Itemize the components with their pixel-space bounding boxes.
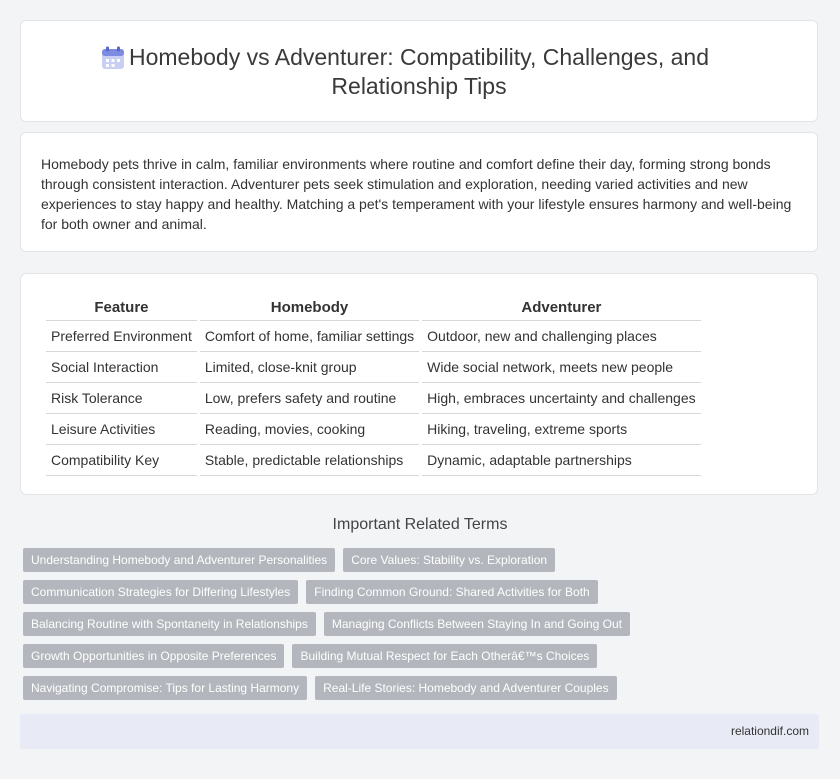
table-header-row [46, 296, 701, 321]
table-row [46, 352, 701, 383]
table-cell: Comfort of home, familiar settings [200, 321, 419, 352]
related-term-tag[interactable]: Core Values: Stability vs. Exploration [343, 548, 555, 572]
table-cell: Preferred Environment [46, 321, 197, 352]
table-cell: Reading, movies, cooking [200, 414, 419, 445]
table-row [46, 321, 701, 352]
related-term-tag[interactable]: Communication Strategies for Differing Lifestyles [23, 580, 298, 604]
table-cell: Limited, close-knit group [200, 352, 419, 383]
related-term-tag[interactable]: Understanding Homebody and Adventurer Personalities [23, 548, 335, 572]
footer-bar [20, 714, 819, 749]
table-cell: Low, prefers safety and routine [200, 383, 419, 414]
table-cell: Wide social network, meets new people [422, 352, 701, 383]
table-row [46, 445, 701, 476]
page-title: Homebody vs Adventurer: Compatibility, Challenges, and Relationship Tips [129, 44, 709, 99]
related-term-tag[interactable]: Finding Common Ground: Shared Activities for Both [306, 580, 597, 604]
table-cell: Outdoor, new and challenging places [422, 321, 701, 352]
comparison-card [20, 273, 818, 495]
intro-paragraph: Homebody pets thrive in calm, familiar environments where routine and comfort define their day, forming strong bonds through consistent interaction. Adventurer pets seek stimulation and exploration, needing varied activities and new experiences to stay happy and healthy. Matching a pet's temperament with your lifestyle ensures harmony and well-being for both owner and animal. [41, 156, 792, 232]
related-terms-heading: Important Related Terms [332, 516, 508, 533]
table-cell: Stable, predictable relationships [200, 445, 419, 476]
related-term-tag[interactable]: Navigating Compromise: Tips for Lasting Harmony [23, 676, 307, 700]
related-term-tag[interactable]: Managing Conflicts Between Staying In and Going Out [324, 612, 630, 636]
table-cell: Risk Tolerance [46, 383, 197, 414]
table-cell: Compatibility Key [46, 445, 197, 476]
related-term-tag[interactable]: Growth Opportunities in Opposite Preferences [23, 644, 284, 668]
table-row [46, 414, 701, 445]
table-cell: Dynamic, adaptable partnerships [422, 445, 701, 476]
header-adventurer: Adventurer [422, 296, 701, 321]
intro-card [20, 132, 818, 252]
comparison-table [43, 296, 704, 476]
table-cell: Hiking, traveling, extreme sports [422, 414, 701, 445]
footer-site-link[interactable]: relationdif.com [730, 724, 809, 738]
header-homebody: Homebody [200, 296, 419, 321]
related-term-tag[interactable]: Real-Life Stories: Homebody and Adventurer Couples [315, 676, 617, 700]
header-card [20, 20, 818, 122]
table-cell: Social Interaction [46, 352, 197, 383]
related-term-tag[interactable]: Balancing Routine with Spontaneity in Relationships [23, 612, 316, 636]
related-terms-list [23, 548, 823, 708]
table-row [46, 383, 701, 414]
table-cell: Leisure Activities [46, 414, 197, 445]
related-term-tag[interactable]: Building Mutual Respect for Each Otherâ€™s Choices [292, 644, 597, 668]
header-feature: Feature [46, 296, 197, 321]
table-cell: High, embraces uncertainty and challenges [422, 383, 701, 414]
